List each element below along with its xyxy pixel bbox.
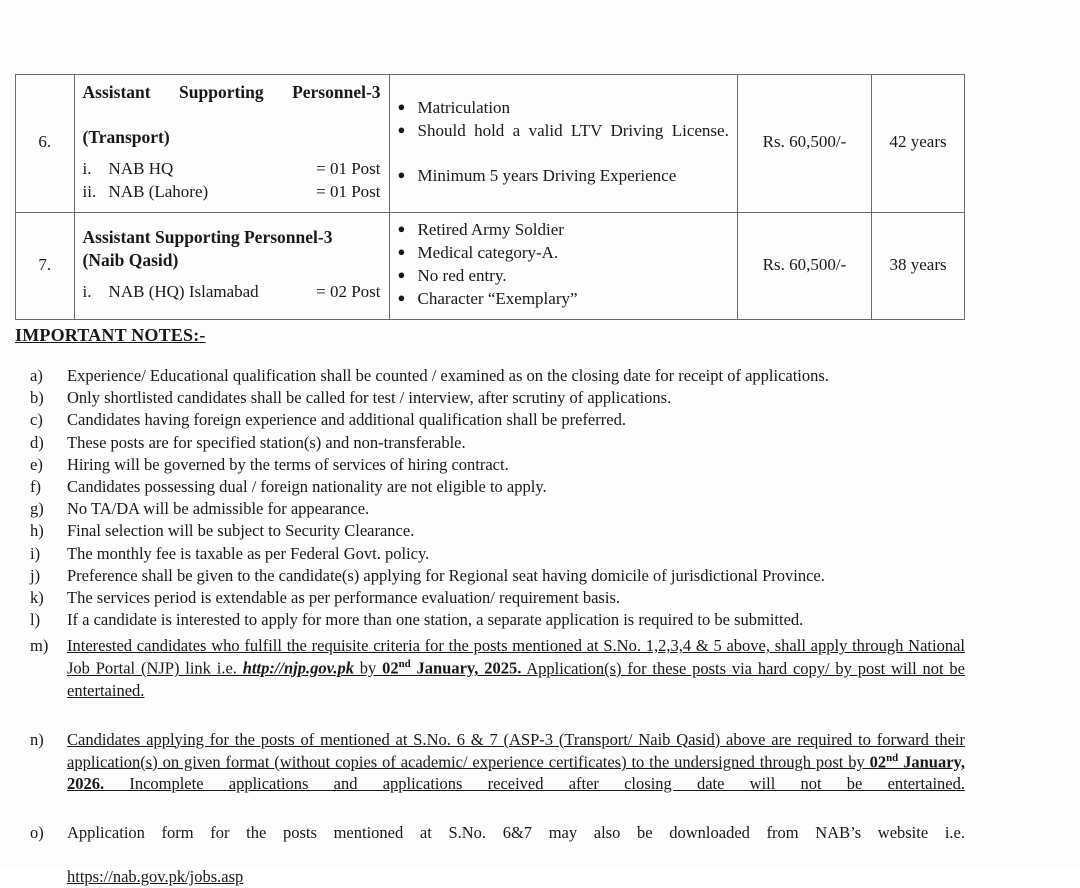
note-text: No TA/DA will be admissible for appearance. — [67, 499, 370, 519]
bullet-icon: ● — [397, 289, 406, 305]
note-marker: m) — [30, 636, 49, 656]
bullet-icon: ● — [397, 243, 406, 259]
note-text — [67, 729, 965, 818]
row-criteria-cell — [389, 212, 737, 319]
note-item-f — [15, 476, 965, 498]
note-m-date-day: 02 — [382, 658, 399, 678]
note-m-part1: Interested candidates who fulfill the requisite criteria for the posts mentioned at S.No. 1,2,3,4 & 5 above, shall apply through National Job Portal (NJP) link i.e. — [67, 636, 965, 678]
note-marker: g) — [30, 499, 44, 519]
note-marker: h) — [30, 521, 44, 541]
row-age-limit: 42 years — [872, 75, 965, 213]
note-text: If a candidate is interested to apply for more than one station, a separate application is required to be submitted. — [67, 610, 804, 630]
criteria-text: Character “Exemplary” — [417, 288, 578, 308]
list-item — [398, 120, 729, 164]
note-n-date-suffix: nd — [886, 751, 899, 764]
station-roman: ii. — [82, 181, 97, 201]
table-row — [16, 212, 965, 319]
note-marker: i) — [30, 543, 41, 563]
list-item — [398, 265, 729, 287]
note-m-part2: by — [353, 658, 383, 678]
criteria-text: Matriculation — [417, 97, 511, 117]
note-marker: c) — [30, 410, 43, 430]
note-marker: j) — [30, 565, 41, 585]
note-item-j — [15, 565, 965, 587]
post-title-text: Assistant Supporting Personnel-3 — [82, 82, 381, 102]
note-item-b — [15, 387, 965, 409]
note-n-date-day: 02 — [869, 752, 887, 772]
note-item-l — [15, 609, 965, 631]
row-serial-number: 6. — [16, 75, 75, 213]
note-marker: n) — [30, 729, 44, 749]
note-text: The monthly fee is taxable as per Federal Govt. policy. — [67, 543, 430, 563]
job-posts-table — [15, 74, 965, 320]
bullet-icon: ● — [397, 121, 406, 137]
list-item — [398, 97, 729, 119]
bullet-icon: ● — [397, 98, 406, 114]
note-item-g — [15, 498, 965, 520]
list-item — [398, 242, 729, 264]
note-item-n — [15, 729, 965, 818]
note-n-part2: Incomplete applications and applications received after closing date will not be entertained. — [104, 774, 965, 794]
criteria-text: Retired Army Soldier — [417, 219, 564, 239]
note-marker: f) — [30, 476, 41, 496]
row-criteria-cell — [389, 75, 737, 213]
criteria-list — [398, 219, 729, 310]
post-title — [83, 226, 381, 248]
note-text — [67, 635, 965, 724]
station-name: NAB HQ — [108, 159, 174, 179]
bullet-icon: ● — [397, 266, 406, 282]
note-text: Preference shall be given to the candidate(s) applying for Regional seat having domicile of jurisdictional Province. — [67, 565, 825, 585]
note-item-m — [15, 635, 965, 724]
list-item — [83, 181, 381, 204]
note-m-date-rest: January, 2025. — [410, 658, 522, 678]
note-item-h — [15, 520, 965, 542]
note-o-text: Application form for the posts mentioned at S.No. 6&7 may also be downloaded from NAB’s website i.e. — [67, 822, 965, 842]
note-n-part1: Candidates applying for the posts of mentioned at S.No. 6 & 7 (ASP-3 (Transport/ Naib Qasid) above are required to forward their application(s) on given format (without copies of academic/ experience certificates) to the undersigned through post by — [67, 729, 965, 772]
note-item-k — [15, 587, 965, 609]
note-marker: d) — [30, 432, 44, 452]
station-name: NAB (HQ) Islamabad — [108, 281, 259, 301]
note-m-part3: Application(s) for these posts via hard copy/ by post will not be entertained. — [67, 658, 965, 701]
post-title-text: Assistant Supporting Personnel-3 — [82, 227, 333, 248]
nab-website-link[interactable]: https://nab.gov.pk/jobs.asp — [67, 867, 244, 887]
criteria-text: No red entry. — [417, 265, 507, 285]
station-count: = 02 Post — [316, 281, 381, 301]
list-item — [83, 158, 381, 181]
note-marker: a) — [30, 366, 43, 385]
note-item-o — [15, 822, 965, 888]
note-text: These posts are for specified station(s) and non-transferable. — [67, 432, 466, 452]
table-row — [16, 75, 965, 213]
station-list — [83, 281, 381, 304]
note-text: Hiring will be governed by the terms of services of hiring contract. — [67, 454, 509, 474]
row-post-cell — [74, 212, 389, 319]
note-marker: e) — [30, 454, 43, 474]
bullet-icon: ● — [397, 166, 406, 182]
row-salary: Rs. 60,500/- — [737, 75, 871, 213]
station-count: = 01 Post — [316, 181, 381, 201]
list-item — [398, 165, 729, 187]
note-text: Final selection will be subject to Security Clearance. — [67, 521, 415, 541]
row-post-cell — [74, 75, 389, 213]
list-item — [398, 288, 729, 310]
note-marker: o) — [30, 822, 44, 842]
note-text: Experience/ Educational qualification shall be counted / examined as on the closing date for receipt of applications. — [67, 366, 829, 385]
note-text: Candidates possessing dual / foreign nationality are not eligible to apply. — [67, 476, 547, 496]
station-roman: i. — [82, 281, 92, 301]
bullet-icon: ● — [397, 220, 406, 236]
note-text — [67, 822, 965, 888]
row-age-limit: 38 years — [872, 212, 965, 319]
post-title — [83, 81, 381, 126]
note-text: Only shortlisted candidates shall be called for test / interview, after scrutiny of applications. — [67, 388, 672, 408]
criteria-list — [398, 97, 729, 187]
note-item-e — [15, 454, 965, 476]
important-notes-list — [15, 365, 965, 888]
post-subtitle: (Naib Qasid) — [82, 249, 179, 270]
note-text: The services period is extendable as per performance evaluation/ requirement basis. — [67, 587, 620, 607]
criteria-text: Should hold a valid LTV Driving License. — [417, 120, 729, 140]
njp-portal-link[interactable]: http://njp.gov.pk — [242, 658, 354, 678]
station-count: = 01 Post — [316, 159, 381, 179]
station-name: NAB (Lahore) — [108, 181, 209, 201]
important-notes-heading: IMPORTANT NOTES:- — [15, 325, 206, 345]
note-text: Candidates having foreign experience and additional qualification shall be preferred. — [67, 410, 626, 430]
note-item-i — [15, 543, 965, 565]
note-item-d — [15, 432, 965, 454]
note-item-c — [15, 409, 965, 431]
note-marker: b) — [30, 388, 44, 408]
row-serial-number: 7. — [16, 212, 75, 319]
note-n-date-rest: January, 2026. — [67, 752, 965, 794]
station-list — [83, 158, 381, 204]
row-salary: Rs. 60,500/- — [737, 212, 871, 319]
station-roman: i. — [82, 159, 92, 179]
post-subtitle: (Transport) — [82, 126, 170, 147]
criteria-text: Medical category-A. — [417, 242, 559, 262]
list-item — [398, 219, 729, 241]
note-item-a — [15, 365, 965, 387]
note-m-date-suffix: nd — [398, 658, 411, 671]
criteria-text: Minimum 5 years Driving Experience — [417, 165, 677, 185]
note-marker: l) — [30, 610, 41, 630]
list-item — [83, 281, 381, 304]
note-marker: k) — [30, 587, 44, 607]
